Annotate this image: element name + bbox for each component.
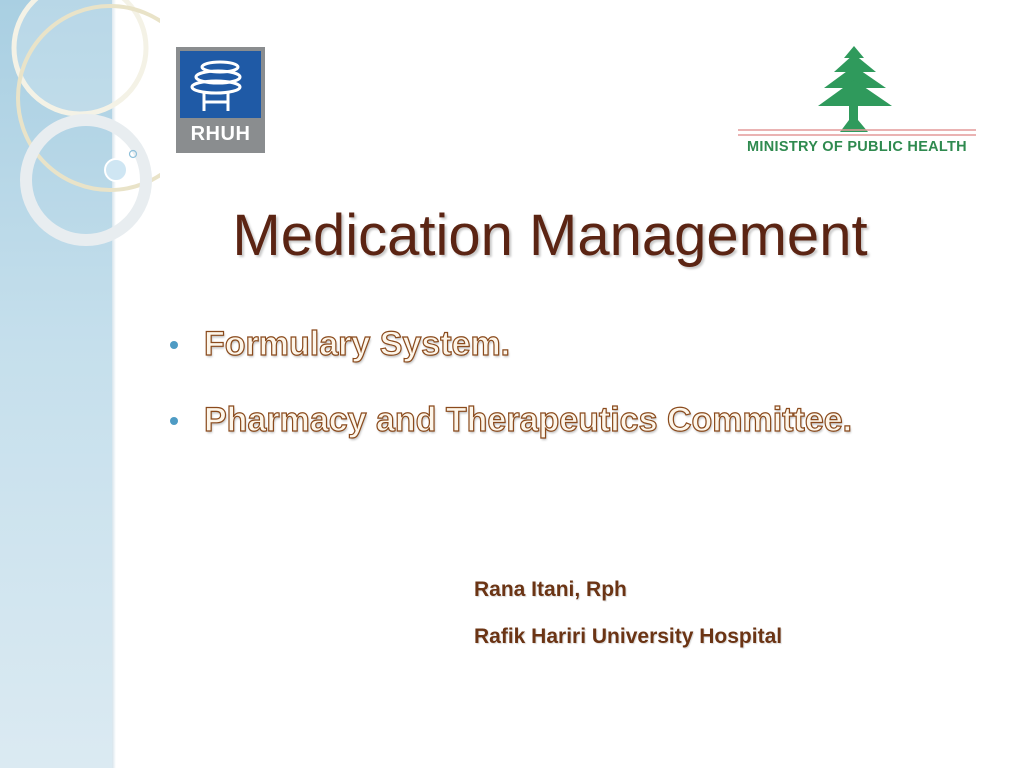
bullet-text: Pharmacy and Therapeutics Committee.: [204, 401, 853, 439]
slide-title: Medication Management: [232, 203, 868, 268]
cedar-tree-icon: [818, 46, 892, 132]
ministry-logo: [736, 40, 978, 162]
bullet-dot-icon: [170, 417, 178, 425]
institution-name: Rafik Hariri University Hospital: [474, 625, 783, 648]
bullet-list: [170, 322, 852, 474]
bullet-item: [170, 322, 852, 398]
ministry-logo-text: MINISTRY OF PUBLIC HEALTH: [747, 139, 967, 155]
bullet-item: [170, 398, 852, 474]
presenter-name: Rana Itani, Rph: [474, 578, 627, 601]
bullet-text: Formulary System.: [204, 325, 511, 363]
decorative-circles: [0, 0, 160, 260]
bullet-dot-icon: [170, 341, 178, 349]
presenter-info: [474, 575, 782, 669]
rhuh-logo: [176, 47, 265, 153]
rhuh-logo-text: RHUH: [190, 123, 251, 145]
